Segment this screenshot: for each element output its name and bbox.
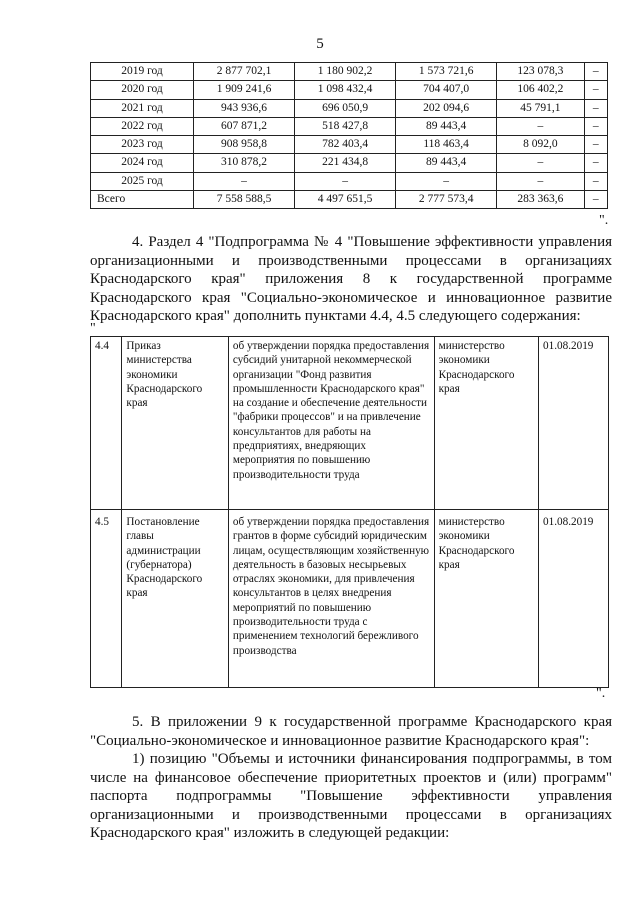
amount-cell: – bbox=[497, 154, 584, 172]
closing-quote: ". bbox=[599, 213, 609, 228]
year-cell: 2024 год bbox=[91, 154, 194, 172]
item-number-cell: 4.5 bbox=[91, 510, 122, 688]
amount-cell: – bbox=[497, 117, 584, 135]
amount-cell: 8 092,0 bbox=[497, 136, 584, 154]
table-row bbox=[91, 172, 608, 190]
page-number: 5 bbox=[316, 36, 324, 52]
amount-cell: – bbox=[295, 172, 396, 190]
table-row bbox=[91, 191, 608, 209]
financing-table bbox=[90, 62, 608, 209]
responsible-cell: министерство экономики Краснодарского края bbox=[434, 337, 538, 510]
amount-cell: 1 573 721,6 bbox=[396, 63, 497, 81]
amount-cell: – bbox=[584, 99, 607, 117]
year-cell: Всего bbox=[91, 191, 194, 209]
table-row bbox=[91, 154, 608, 172]
table-row bbox=[91, 63, 608, 81]
amount-cell: – bbox=[396, 172, 497, 190]
amount-cell: 106 402,2 bbox=[497, 81, 584, 99]
amount-cell: – bbox=[584, 81, 607, 99]
year-cell: 2019 год bbox=[91, 63, 194, 81]
opening-quote: " bbox=[90, 321, 96, 336]
description-cell: об утверждении порядка предоставления грантов в форме субсидий юридическим лицам, осуществляющим хозяйственную деятельность в базовых несырьевых отраслях экономики, для привлечения консультантов в целях внедрения мероприятий по повышению производительности труда с применением технологий бережливого производства bbox=[228, 510, 434, 688]
amount-cell: 1 098 432,4 bbox=[295, 81, 396, 99]
year-cell: 2023 год bbox=[91, 136, 194, 154]
amount-cell: 310 878,2 bbox=[194, 154, 295, 172]
amount-cell: 696 050,9 bbox=[295, 99, 396, 117]
table-row bbox=[91, 337, 609, 510]
amount-cell: – bbox=[584, 191, 607, 209]
item-number-cell: 4.4 bbox=[91, 337, 122, 510]
amount-cell: 607 871,2 bbox=[194, 117, 295, 135]
amount-cell: 782 403,4 bbox=[295, 136, 396, 154]
amount-cell: – bbox=[194, 172, 295, 190]
amount-cell: 118 463,4 bbox=[396, 136, 497, 154]
year-cell: 2021 год bbox=[91, 99, 194, 117]
paragraph-5-item-1: 1) позицию "Объемы и источники финансирования подпрограммы, в том числе на финансовое обеспечение приоритетных проектов и (или) программ" паспорта подпрограммы "Повышение эффективности управления организационными и производственными процессами в организациях Краснодарского края" изложить в следующей редакции: bbox=[90, 751, 612, 841]
amount-cell: 908 958,8 bbox=[194, 136, 295, 154]
amount-cell: – bbox=[584, 63, 607, 81]
amount-cell: 2 877 702,1 bbox=[194, 63, 295, 81]
table-row bbox=[91, 99, 608, 117]
paragraph-5: 5. В приложении 9 к государственной программе Краснодарского края "Социально-экономическое и инновационное развитие Краснодарского края": bbox=[90, 714, 612, 749]
amount-cell: 283 363,6 bbox=[497, 191, 584, 209]
amount-cell: 123 078,3 bbox=[497, 63, 584, 81]
amount-cell: – bbox=[497, 172, 584, 190]
amount-cell: 2 777 573,4 bbox=[396, 191, 497, 209]
date-cell: 01.08.2019 bbox=[539, 337, 609, 510]
table-row bbox=[91, 136, 608, 154]
year-cell: 2022 год bbox=[91, 117, 194, 135]
amount-cell: – bbox=[584, 136, 607, 154]
closing-quote: ". bbox=[596, 686, 606, 701]
amount-cell: – bbox=[584, 172, 607, 190]
amount-cell: – bbox=[584, 154, 607, 172]
table-row bbox=[91, 81, 608, 99]
year-cell: 2020 год bbox=[91, 81, 194, 99]
legal-acts-table bbox=[90, 336, 609, 688]
table-row bbox=[91, 117, 608, 135]
year-cell: 2025 год bbox=[91, 172, 194, 190]
amount-cell: 221 434,8 bbox=[295, 154, 396, 172]
amount-cell: 1 180 902,2 bbox=[295, 63, 396, 81]
table-row bbox=[91, 510, 609, 688]
amount-cell: 4 497 651,5 bbox=[295, 191, 396, 209]
amount-cell: 202 094,6 bbox=[396, 99, 497, 117]
amount-cell: 89 443,4 bbox=[396, 117, 497, 135]
document-type-cell: Постановление главы администрации (губернатора) Краснодарского края bbox=[122, 510, 228, 688]
amount-cell: – bbox=[584, 117, 607, 135]
date-cell: 01.08.2019 bbox=[539, 510, 609, 688]
description-cell: об утверждении порядка предоставления субсидий унитарной некоммерческой организации "Фонд развития промышленности Краснодарского края" на создание и обеспечение деятельности "фабрики процессов" и на привлечение консультантов для работы на предприятиях, внедряющих мероприятия по повышению производительности труда bbox=[228, 337, 434, 510]
responsible-cell: министерство экономики Краснодарского края bbox=[434, 510, 538, 688]
amount-cell: 1 909 241,6 bbox=[194, 81, 295, 99]
amount-cell: 704 407,0 bbox=[396, 81, 497, 99]
amount-cell: 7 558 588,5 bbox=[194, 191, 295, 209]
document-type-cell: Приказ министерства экономики Краснодарского края bbox=[122, 337, 228, 510]
paragraph-4: 4. Раздел 4 "Подпрограмма № 4 "Повышение эффективности управления организационными и производственными процессами в организациях Краснодарского края" приложения 8 к государственной программе Краснодарского края "Социально-экономическое и инновационное развитие Краснодарского края" дополнить пунктами 4.4, 4.5 следующего содержания: bbox=[90, 234, 612, 324]
amount-cell: 518 427,8 bbox=[295, 117, 396, 135]
amount-cell: 45 791,1 bbox=[497, 99, 584, 117]
amount-cell: 89 443,4 bbox=[396, 154, 497, 172]
amount-cell: 943 936,6 bbox=[194, 99, 295, 117]
